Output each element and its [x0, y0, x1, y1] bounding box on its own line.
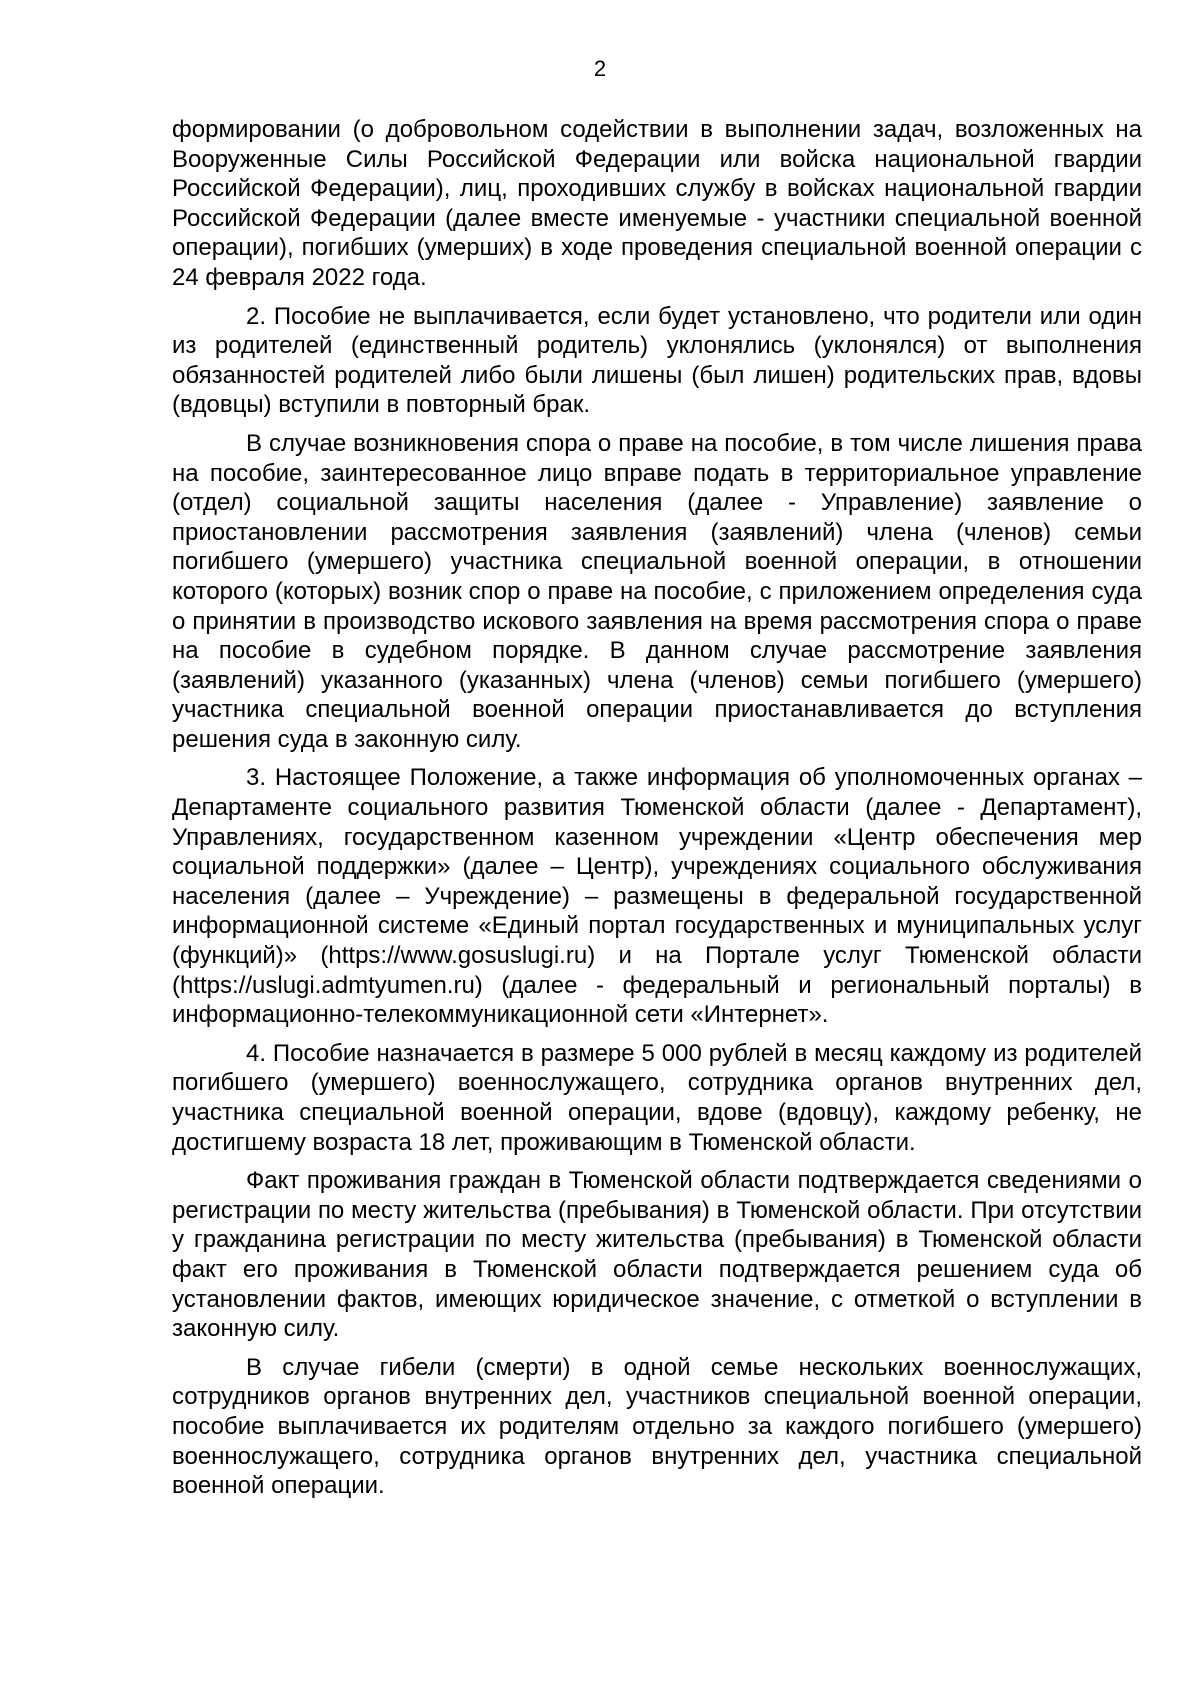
page-number: 2 — [593, 56, 607, 81]
paragraph-multiple-deaths: В случае гибели (смерти) в одной семье нескольких военнослужащих, сотрудников органов внутренних дел, участников специальной военной операции, пособие выплачивается их родителям отдельно за каждого погибшего (умершего) военнослужащего, сотрудника органов внутренних дел, участника специальной военной операции. — [172, 1353, 1142, 1500]
paragraph-item-2: 2. Пособие не выплачивается, если будет установлено, что родители или один из родителей (единственный родитель) уклонялись (уклонялся) от выполнения обязанностей родителей либо были лишены (был лишен) родительских прав, вдовы (вдовцы) вступили в повторный брак. — [172, 302, 1142, 419]
paragraph-residence: Факт проживания граждан в Тюменской области подтверждается сведениями о регистрации по месту жительства (пребывания) в Тюменской области. При отсутствии у гражданина регистрации по месту жительства (пребывания) в Тюменской области факт его проживания в Тюменской области подтверждается решением суда об установлении фактов, имеющих юридическое значение, с отметкой о вступлении в законную силу. — [172, 1167, 1142, 1343]
paragraph-item-4: 4. Пособие назначается в размере 5 000 рублей в месяц каждому из родителей погибшего (умершего) военнослужащего, сотрудника органов внутренних дел, участника специальной военной операции, вдове (вдовцу), каждому ребенку, не достигшему возраста 18 лет, проживающим в Тюменской области. — [172, 1039, 1142, 1156]
paragraph-item-3: 3. Настоящее Положение, а также информация об уполномоченных органах – Департаменте социального развития Тюменской области (далее - Департамент), Управлениях, государственном казенном учреждении «Центр обеспечения мер социальной поддержки» (далее – Центр), учреждениях социального обслуживания населения (далее – Учреждение) – размещены в федеральной государственной информационной системе «Единый портал государственных и муниципальных услуг (функций)» (https://www.gosuslugi.ru) и на Портале услуг Тюменской области (https://uslugi.admtyumen.ru) (далее - федеральный и региональный порталы) в информационно-телекоммуникационной сети «Интернет». — [172, 764, 1142, 1029]
paragraph-continuation: формировании (о добровольном содействии в выполнении задач, возложенных на Вооруженные Силы Российской Федерации или войска национальной гвардии Российской Федерации), лиц, проходивших службу в войсках национальной гвардии Российской Федерации (далее вместе именуемые - участники специальной военной операции), погибших (умерших) в ходе проведения специальной военной операции с 24 февраля 2022 года. — [172, 116, 1142, 291]
paragraph-dispute: В случае возникновения спора о праве на пособие, в том числе лишения права на пособие, заинтересованное лицо вправе подать в территориальное управление (отдел) социальной защиты населения (далее - Управление) заявление о приостановлении рассмотрения заявления (заявлений) члена (членов) семьи погибшего (умершего) участника специальной военной операции, в отношении которого (которых) возник спор о праве на пособие, с приложением определения суда о принятии в производство искового заявления на время рассмотрения спора о праве на пособие в судебном порядке. В данном случае рассмотрение заявления (заявлений) указанного (указанных) члена (членов) семьи погибшего (умершего) участника специальной военной операции приостанавливается до вступления решения суда в законную силу. — [172, 429, 1142, 753]
document-body — [172, 115, 1142, 1510]
